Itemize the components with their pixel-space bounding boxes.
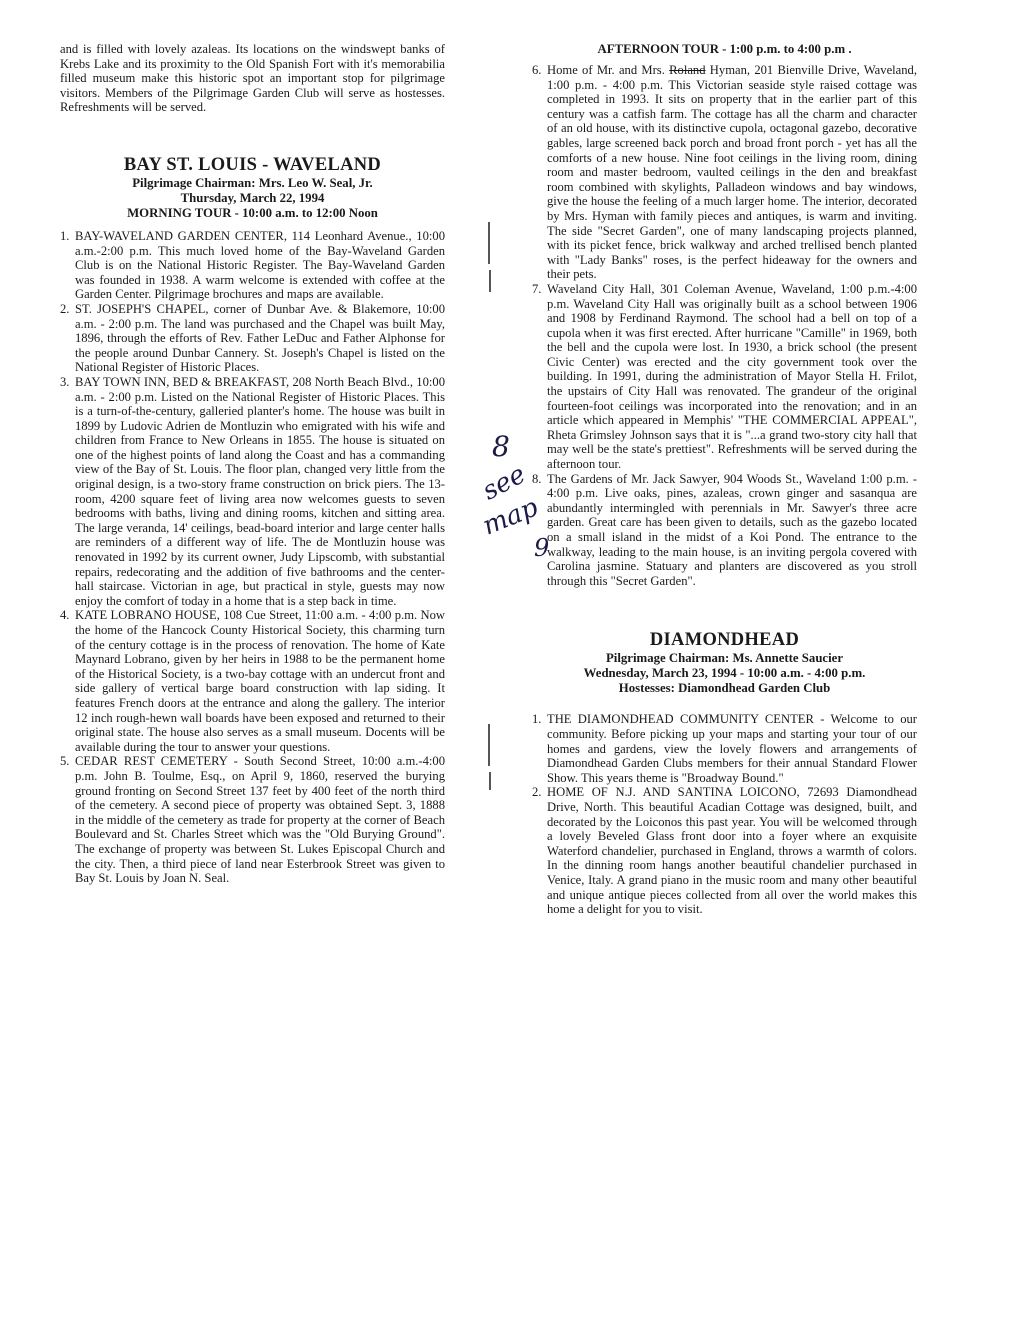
item-number: 6. xyxy=(532,63,542,77)
list-item xyxy=(60,375,445,609)
struck-out-name: Roland xyxy=(669,63,706,77)
handwritten-map: map xyxy=(478,492,543,542)
list-item xyxy=(532,785,917,916)
item-text: ST. JOSEPH'S CHAPEL, corner of Dunbar Ave. & Blakemore, 10:00 a.m. - 2:00 p.m. The land was purchased and the Chapel was built May, 1896, through the efforts of Rev. Father LeDuc and Father Alphonse for the people around Dunbar Cannery. St. Joseph's Chapel is listed on the National Register of Historic Places. xyxy=(75,301,445,375)
handwritten-9: 9 xyxy=(534,534,550,562)
item-number: 4. xyxy=(60,608,70,623)
item-text: BAY-WAVELAND GARDEN CENTER, 114 Leonhard Avenue., 10:00 a.m.-2:00 p.m. This much loved home of the Bay-Waveland Garden Club is on the National Historic Register. The Bay-Waveland Garden was founded in 1938. A warm welcome is extended with coffee at the Garden Center. Pilgrimage brochures and maps are available. xyxy=(75,228,445,302)
diamondhead-list xyxy=(532,712,917,916)
handwritten-see: see xyxy=(477,459,531,507)
item-text xyxy=(547,63,917,282)
diamondhead-hostesses: Hostesses: Diamondhead Garden Club xyxy=(618,681,831,696)
item-text: KATE LOBRANO HOUSE, 108 Cue Street, 11:00 a.m. - 4:00 p.m. Now the home of the Hancock County Historical Society, this charming turn of the century cottage is in the process of renovation. The home of Kate Maynard Lobrano, given by her heirs in 1988 to be the permanent home of the Historical Society, is a two-bay cottage with an undercut front and side gallery of vertical barge board construction with lap siding. It features French doors at the entrance and along the gallery. The interior 12 inch rough-hewn wall boards have been exposed and returned to their original state. The house also serves as a small museum. Docents will be available during the tour to answer your questions. xyxy=(75,608,445,754)
diamondhead-title: DIAMONDHEAD xyxy=(649,630,800,651)
list-item xyxy=(532,282,917,472)
item-number: 3. xyxy=(60,374,70,389)
item-number: 8. xyxy=(532,471,542,486)
item-number: 1. xyxy=(532,712,542,727)
list-item xyxy=(532,63,917,282)
margin-mark xyxy=(488,724,490,766)
item-number: 1. xyxy=(60,228,70,243)
margin-mark xyxy=(489,772,491,790)
list-item xyxy=(60,608,445,754)
afternoon-tour-line: AFTERNOON TOUR - 1:00 p.m. to 4:00 p.m . xyxy=(597,42,852,56)
date-line: Thursday, March 22, 1994 xyxy=(180,190,325,205)
afternoon-list xyxy=(532,63,917,588)
item-text-start: Home of Mr. and Mrs. xyxy=(547,63,670,77)
item-number: 2. xyxy=(532,785,542,800)
list-item xyxy=(532,712,917,785)
item-text: THE DIAMONDHEAD COMMUNITY CENTER - Welcome to our community. Before picking up your maps and starting your tour of our homes and gardens, view the lovely flowers and arrangements of Diamondhead Garden Clubs members for their annual Standard Flower Show. This years theme is "Broadway Bound." xyxy=(547,712,917,785)
bay-st-louis-list xyxy=(60,229,445,886)
item-text: HOME OF N.J. AND SANTINA LOICONO, 72693 Diamondhead Drive, North. This beautiful Acadian Cottage was designed, built, and decorated by the Loiconos this past year. You will be welcomed through a lovely Beveled Glass front door into a foyer where an exquisite Waterford chandelier, purchased in England, throws a warmth of colors. In the dinning room hangs another beautiful chandelier purchased in Venice, Italy. A grand piano in the music room and many other beautiful and unique antique pieces collected from all over the world makes this home a delight for you to visit. xyxy=(547,785,917,917)
intro-paragraph: and is filled with lovely azaleas. Its locations on the windswept banks of Krebs Lake and its proximity to the Old Spanish Fort with it's memorabilia filled museum make this historic spot an important stop for pilgrimage visitors. Members of the Pilgrimage Garden Club will serve as hostesses. Refreshments will be served. xyxy=(60,42,445,115)
chairman-line: Pilgrimage Chairman: Mrs. Leo W. Seal, Jr. xyxy=(132,175,373,190)
section-title: BAY ST. LOUIS - WAVELAND xyxy=(123,154,382,175)
diamondhead-date: Wednesday, March 23, 1994 - 10:00 a.m. - 4:00 p.m. xyxy=(583,666,866,681)
item-number: 2. xyxy=(60,301,70,316)
margin-mark xyxy=(488,222,490,264)
left-column xyxy=(60,42,445,886)
item-number: 7. xyxy=(532,281,542,296)
list-item xyxy=(532,472,917,589)
item-text: BAY TOWN INN, BED & BREAKFAST, 208 North Beach Blvd., 10:00 a.m. - 2:00 p.m. Listed on the National Register of Historic Places. This is a turn-of-the-century, galleried planter's home. The house was built in 1899 by Ludovic Adrien de Montluzin who emigrated with his wife and children from France to New Orleans in 1855. The house is situated on one of the highest points of land along the Coast and has a commanding view of the Bay of St. Louis. The floor plan, changed very little from the original design, is a two-story frame construction on brick piers. The 13-room, 4200 square feet of living area now welcomes guests to seven bedrooms with baths, living and dining rooms, kitchen and sitting area. The large veranda, 14' ceilings, bead-board interior and large center halls are reminders of a different way of life. The de Montluzin house was renovated in 1992 by its current owner, Judy Lipscomb, with substantial repairs, redecorating and the addition of five bathrooms and the center-hall staircase. Victorian in age, but practical in style, guests may now enjoy the comfort of today in a home that is a step back in time. xyxy=(75,374,445,608)
list-item xyxy=(60,229,445,302)
right-column xyxy=(532,42,917,917)
margin-mark xyxy=(489,270,491,292)
item-text: The Gardens of Mr. Jack Sawyer, 904 Woods St., Waveland 1:00 p.m. - 4:00 p.m. Live oaks, pines, azaleas, crown ginger and sasanqua are abundantly intermingled with perennials in Mr. Sawyer's three acre garden. Great care has been given to details, such as the gazebo located on a small island in the midst of a Koi Pond. The entrance to the walkway, leading to the main house, is an inviting pergola covered with Carolina jasmine. Statuary and planters are discovered as you stroll through this "Secret Garden". xyxy=(547,471,917,588)
list-item xyxy=(60,302,445,375)
item-text-rest: Hyman, 201 Bienville Drive, Waveland, 1:00 p.m. - 4:00 p.m. This Victorian seaside style raised cottage was completed in 1993. It sits on property that in the earlier part of this century was a catfish farm. The cottage has all the charm and character of an old house, with its distinctive cupola, octagonal gazebo, decorative gables, large screened back porch and broad front porch - yet has all the comforts of a new house. Nine foot ceilings in the living room, dining room and master bedroom, vaulted ceilings in the den and breakfast room combined with skylights, Palladeon windows and bay windows, give the house the feeling of a much larger home. The interior, decorated by Mrs. Hyman with family pieces and antiques, is warm and inviting. The side "Secret Garden", one of many landscaping projects planned, with its picket fence, brick walkway and arched trellised bench planted with "Lady Banks" roses, is the perfect hideaway for the owners and their pets. xyxy=(547,63,917,282)
list-item xyxy=(60,754,445,885)
item-text: Waveland City Hall, 301 Coleman Avenue, Waveland, 1:00 p.m.-4:00 p.m. Waveland City Hall was originally built as a school between 1906 and 1908 by Ferdinand Raymond. The school had a bell on top of a cupola when it was first erected. After hurricane "Camille" in 1969, both the bell and the cupola were lost. In 1930, a brick school (the present Civic Center) was erected and the city government took over the building. In 1991, during the administration of Mayor Stella H. Frilot, the upstairs of City Hall was renovated. The grandeur of the original fourteen-foot ceilings was incorporated into the renovation; and in an article which appeared in Memphis' "THE COMMERCIAL APPEAL", Rheta Grimsley Johnson says that it is "...a grand two-story city hall that may well be the state's prettiest". Refreshments will be served during the afternoon tour. xyxy=(547,281,917,472)
item-number: 5. xyxy=(60,754,70,769)
diamondhead-header xyxy=(532,630,917,696)
item-text: CEDAR REST CEMETERY - South Second Street, 10:00 a.m.-4:00 p.m. John B. Toulme, Esq., on April 9, 1860, reserved the burying ground fronting on Second Street 137 feet by 400 feet of the north third of the cemetery. A second piece of property was obtained Sept. 3, 1888 in the middle of the cemetery as trade for property at the corner of Beach Boulevard and St. Charles Street which was the "Old Burying Ground". The exchange of property was between St. Lukes Episcopal Church and the city. Then, a third piece of land near Esterbrook Street was given to Bay St. Louis by Joan N. Seal. xyxy=(75,754,445,886)
bay-st-louis-header xyxy=(60,155,445,221)
morning-tour-line: MORNING TOUR - 10:00 a.m. to 12:00 Noon xyxy=(127,205,378,220)
handwritten-8: 8 xyxy=(492,430,510,463)
diamondhead-chairman: Pilgrimage Chairman: Ms. Annette Saucier xyxy=(605,651,844,666)
